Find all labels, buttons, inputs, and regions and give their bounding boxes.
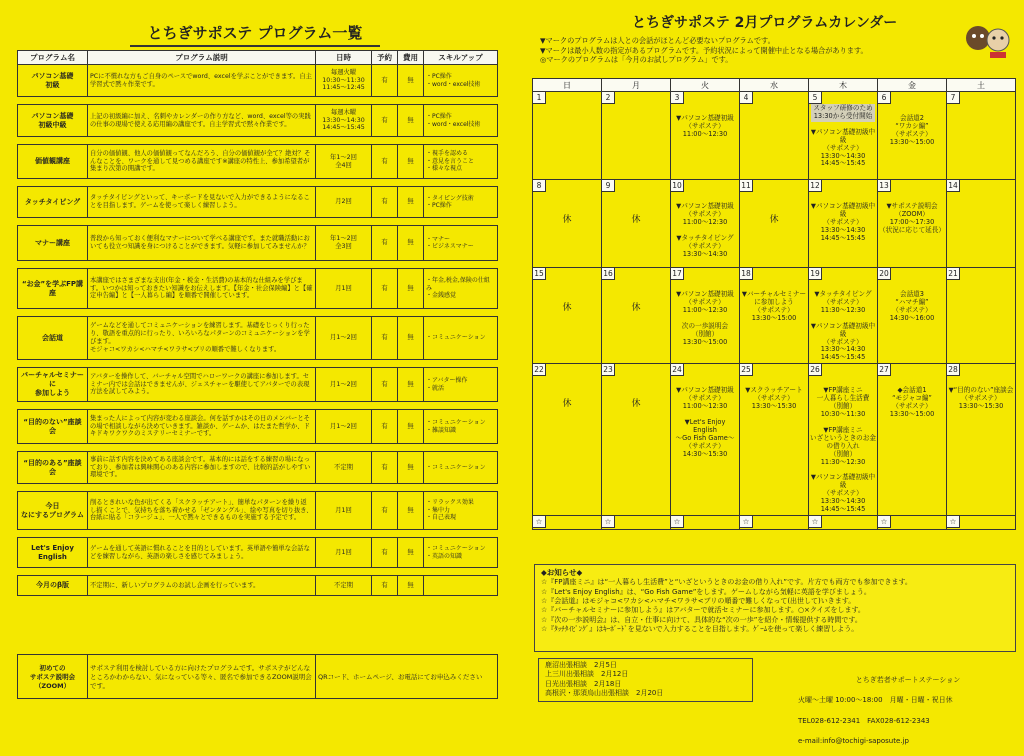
calendar-day [809,92,878,180]
zoom-session-table [17,654,498,699]
weekday-fri: 金 [878,79,947,92]
weekday-header [533,79,1016,92]
calendar-day [602,92,671,180]
program-fee: 無 [398,105,424,137]
program-reserve: 有 [372,269,398,309]
program-desc: 普段から知っておく便利なマナーについて学べる講座です。また就職活動においても役立つ知識を身につけることができます。気軽に参加してみませんか？ [88,226,316,261]
day-number: 24 [671,364,684,376]
spacer-cell [18,97,498,105]
calendar-day [809,364,878,516]
announcements-title: ◆お知らせ◆ [541,568,583,577]
program-name: “お金”を学ぶFP講座 [18,269,88,309]
february-calendar [532,78,1016,530]
program-row [18,410,498,444]
program-date: 月1回 [316,269,372,309]
day-number: 10 [671,180,684,192]
calendar-star-row [533,515,1016,529]
program-table-header [18,51,498,65]
mascot-illustration-icon [960,16,1016,60]
program-table [17,50,498,596]
program-date: 年1～2回 全4回 [316,145,372,179]
calendar-event: ▼パソコン基礎初級 （サポステ） 11:00～12:30 [676,386,734,411]
program-row [18,576,498,596]
day-number: 15 [533,268,546,280]
program-skill: ・アバター操作 ・就活 [424,368,498,402]
calendar-day [602,364,671,516]
organization-email: e-mail:info@tochigi-saposute.jp [798,736,909,745]
closed-day-label: 休 [631,215,641,225]
program-reserve: 有 [372,65,398,97]
program-name: タッチタイピング [18,187,88,218]
announcement-item: ☆『バーチャルセミナーに参加しよう』はアバターで就活セミナーに参加します。○×クイズをします。 [541,606,865,615]
row-spacer [18,402,498,410]
closed-day-label: 休 [562,399,572,410]
calendar-event: ▼タッチタイピング （サポステ） 13:30～14:30 [676,233,734,258]
day-number: 14 [947,180,960,192]
calendar-event: ▼パソコン基礎初級 （サポステ） 11:00～12:30 [676,290,734,314]
calendar-day [878,364,947,516]
calendar-day [671,180,740,268]
announcement-item: ☆『FP講座ミニ』は“一人暮らし生活費”と“いざというときのお金の借り入れ”です。片方でも両方でも参加できます。 [541,578,912,587]
program-name: マナー講座 [18,226,88,261]
program-name: 会話道 [18,317,88,360]
calendar-day [671,268,740,364]
program-date: 月1～2回 [316,410,372,444]
program-name: 価値観講座 [18,145,88,179]
closed-day-label: 休 [631,303,641,313]
weekday-sat: 土 [947,79,1016,92]
program-desc: 削るときれいな色が出てくる「スクラッチアート」、簡単なパターンを繰り返し描くことで、気持ちを落ち着かせる「ゼンタングル」、絵や写真を切り抜き、台紙に貼る「コラージュ」、一人で黙々とできるものを実施する予定です。 [88,492,316,530]
spacer-cell [18,402,498,410]
program-desc: アバターを操作して、バーチャル空間でハローワークの講座に参加します。セミナー内では会話はできませんが、ジェスチャーを駆使してアバターでの表現方法を試してみよう。 [88,368,316,402]
calendar-event: 会話道2 “ワカシ編” （サポステ） 13:30～15:00 [889,114,935,146]
program-fee: 無 [398,145,424,179]
row-spacer [18,568,498,576]
day-number: 7 [947,92,960,104]
program-row [18,269,498,309]
star-icon: ☆ [740,516,753,528]
program-skill: ・コミュニケーション ・雑談知識 [424,410,498,444]
day-number: 25 [740,364,753,376]
row-spacer [18,179,498,187]
calendar-event: ▼パソコン基礎初級中級 （サポステ） 13:30～14:30 14:45～15:45 [810,321,876,362]
star-cell [947,515,1016,529]
weekday-sun: 日 [533,79,602,92]
program-desc: PCに不慣れな方もご自身のペースでword、excelを学ぶことができます。自主学習式で黙々作業です。 [88,65,316,97]
note-line: ◎マークのプログラムは「今月のお試しプログラム」です。 [540,55,733,65]
star-icon: ☆ [533,516,546,528]
program-name: “目的のない”座談会 [18,410,88,444]
star-cell [809,515,878,529]
program-date: 不定期 [316,452,372,484]
program-reserve: 有 [372,317,398,360]
weekday-thu: 木 [809,79,878,92]
program-row [18,65,498,97]
program-skill: ・リラックス効果 ・集中力 ・自己表現 [424,492,498,530]
calendar-title: とちぎサポステ 2月プログラムカレンダー [632,15,898,31]
star-cell [878,515,947,529]
calendar-day [809,180,878,268]
weekday-tue: 火 [671,79,740,92]
calendar-event: ▼バーチャルセミナー に参加しよう （サポステ） 13:30～15:00 [741,290,807,322]
announcement-item: ☆『次の一歩説明会』は、自立・仕事に向けて、具体的な“次の一歩”を紹介・情報提供する時間です。 [541,615,862,624]
program-desc: 本講座ではさまざまな支出(年金・税金・生活費)の基本的な仕組みを学びます。いつかは知っておきたい知識をお伝えします。【年金・社会保険編】と【確定申告編】と【一人暮らし編】を順番で開催しています。 [88,269,316,309]
row-spacer [18,309,498,317]
row-spacer [18,97,498,105]
calendar-week [533,364,1016,516]
program-fee: 無 [398,65,424,97]
organization-name: とちぎ若者サポートステーション [855,676,961,685]
calendar-week [533,180,1016,268]
program-row [18,187,498,218]
calendar-day [533,268,602,364]
spacer-cell [18,218,498,226]
program-desc: ゲームを通して英語に慣れることを目的としています。英単語や簡単な会話などを練習しながら、英語の楽しさを感じてみましょう。 [88,538,316,568]
program-reserve: 有 [372,368,398,402]
day-number: 13 [878,180,891,192]
calendar-day [947,180,1016,268]
day-number: 2 [602,92,615,104]
row-spacer [18,137,498,145]
day-number: 23 [602,364,615,376]
day-number: 19 [809,268,822,280]
day-number: 8 [533,180,546,192]
program-name: バーチャルセミナーに 参加しよう [18,368,88,402]
day-number: 1 [533,92,546,104]
program-skill: ・コミュニケーション [424,452,498,484]
calendar-event: ▼サポステ説明会 （ZOOM） 17:00～17:30 （状況に応じて延長） [879,202,945,234]
announcements-box [534,564,1016,652]
day-number: 9 [602,180,615,192]
program-row [18,226,498,261]
calendar-day [947,364,1016,516]
spacer-cell [18,179,498,187]
program-desc: 不定期に、新しいプログラムのお試し企画を行っています。 [88,576,316,596]
program-skill: ・PC操作 ・word・excel技術 [424,105,498,137]
program-reserve: 有 [372,576,398,596]
program-fee: 無 [398,576,424,596]
program-desc: タッチタイピングといって、キーボードを見ないで入力ができるようになることを目指します。ゲームを使って楽しく練習しよう。 [88,187,316,218]
program-desc: 事前に話す内容を決めてある座談会です。基本的には話をする練習の場になっており、参加者は興味関心のある内容に参加しますので、比較的話がしやすい環境です。 [88,452,316,484]
program-name: 今日 なにするプログラム [18,492,88,530]
program-skill: ・コミュニケーション [424,317,498,360]
header-skill: スキルアップ [424,51,498,65]
program-date: 月1回 [316,538,372,568]
program-row [18,368,498,402]
day-number: 18 [740,268,753,280]
spacer-cell [18,568,498,576]
organization-hours: 火曜～土曜 10:00～18:00 月曜・日曜・祝日休 [798,696,953,705]
program-skill: ・タイピング技術 ・PC操作 [424,187,498,218]
calendar-day [740,268,809,364]
row-spacer [18,484,498,492]
program-desc: ゲームなどを通してコミュニケーションを練習します。基礎をじっくり行ったり、敬語を重点的に行ったり、いろいろなパターンのコミュニケーションを学びます。 モジャコ<ワカシ<ハマチ<ワラサ<ブリの順番で難しくなります。 [88,317,316,360]
calendar-event: 次の一歩説明会 （別館） 13:30～15:00 [681,321,729,346]
day-number: 20 [878,268,891,280]
star-cell [533,515,602,529]
program-fee: 無 [398,452,424,484]
calendar-event: ▼FP講座ミニ いざというときのお金 の借り入れ （別館） 11:30～12:30 [810,425,876,466]
day-number: 6 [878,92,891,104]
program-name: 今月のβ版 [18,576,88,596]
calendar-page [514,0,1024,745]
program-fee: 無 [398,492,424,530]
program-skill [424,576,498,596]
program-reserve: 有 [372,452,398,484]
zoom-session-desc: サポステ利用を検討している方に向けたプログラムです。サポステがどんなところかわからない、気になっている等々、匿名で参加できるZOOM説明会です。 [88,655,316,699]
program-skill: ・マナー ・ビジネスマナー [424,226,498,261]
branch-consultation-box: 鹿沼出張相談 2月5日 上三川出張相談 2月12日 日光出張相談 2月18日 高根沢・那須烏山出張相談 2月20日 [538,658,753,702]
program-date: 月1～2回 [316,368,372,402]
calendar-day [878,268,947,364]
calendar-day [533,364,602,516]
program-fee: 無 [398,269,424,309]
program-row [18,538,498,568]
day-number: 3 [671,92,684,104]
calendar-event: ▼パソコン基礎初級中級 （サポステ） 13:30～14:30 14:45～15:45 [810,202,876,242]
program-date: 年1～2回 全3回 [316,226,372,261]
day-number: 4 [740,92,753,104]
organization-tel: TEL028-612-2341 FAX028-612-2343 [798,716,930,725]
announcement-list [541,578,1009,635]
star-cell [671,515,740,529]
program-fee: 無 [398,538,424,568]
calendar-day [533,92,602,180]
star-icon: ☆ [671,516,684,528]
spacer-cell [18,444,498,452]
zoom-session-row [18,655,498,699]
closed-day-label: 休 [769,215,779,225]
program-reserve: 有 [372,105,398,137]
spacer-cell [18,137,498,145]
program-date: 毎週火曜 10:30～11:30 11:45～12:45 [316,65,372,97]
calendar-event: ▼“目的のない”座談会 （サポステ） 13:30～15:30 [948,386,1014,411]
program-date: 月1回 [316,492,372,530]
program-reserve: 有 [372,187,398,218]
program-reserve: 有 [372,145,398,179]
spacer-cell [18,484,498,492]
calendar-day [947,268,1016,364]
program-skill: ・年金,税金,保険の仕組み ・金銭感覚 [424,269,498,309]
program-row [18,145,498,179]
program-fee: 無 [398,317,424,360]
weekday-wed: 水 [740,79,809,92]
program-name: パソコン基礎 初級中級 [18,105,88,137]
calendar-event: ▼スクラッチアート （サポステ） 13:30～15:30 [745,386,803,411]
program-row [18,105,498,137]
program-date: 月1～2回 [316,317,372,360]
calendar-event: ◆会話道1 “モジャコ編” （サポステ） 13:30～15:00 [889,386,935,418]
program-fee: 無 [398,187,424,218]
calendar-event: 会話道3 “ハマチ編” （サポステ） 14:30～16:00 [889,290,935,322]
header-desc: プログラム説明 [88,51,316,65]
closed-day-label: 休 [562,303,572,313]
calendar-event: ▼パソコン基礎初級 （サポステ） 11:00～12:30 [676,114,734,138]
program-row [18,317,498,360]
row-spacer [18,444,498,452]
star-icon: ☆ [878,516,891,528]
calendar-day [533,180,602,268]
row-spacer [18,530,498,538]
program-reserve: 有 [372,226,398,261]
program-desc: 集まった人によって内容が変わる座談会。何を話すかはその日のメンバーとその場で相談しながら決めていきます。雑談か、ゲームか、はたまた哲学か、ドキドキワクワクのミステリーセミナーです。 [88,410,316,444]
day-number: 28 [947,364,960,376]
day-number: 26 [809,364,822,376]
calendar-day [809,268,878,364]
program-date: 不定期 [316,576,372,596]
zoom-session-name: 初めての サポステ説明会 （ZOOM） [18,655,88,699]
calendar-notes [540,36,868,65]
spacer-cell [18,261,498,269]
row-spacer [18,360,498,368]
program-row [18,452,498,484]
star-cell [602,515,671,529]
spacer-cell [18,530,498,538]
closed-day-label: 休 [562,215,572,225]
day-number: 11 [740,180,753,192]
header-reserve: 予約 [372,51,398,65]
calendar-day [671,364,740,516]
star-cell [740,515,809,529]
program-list-page [0,0,510,719]
program-name: パソコン基礎 初級 [18,65,88,97]
calendar-day [740,92,809,180]
program-desc: 上記の初級編に加え、名刺やカレンダーの作り方など、word、excel等の実践の仕事の現場で使える応用編の講座です。自主学習式で黙々作業です。 [88,105,316,137]
program-reserve: 有 [372,492,398,530]
star-icon: ☆ [947,516,960,528]
program-row [18,492,498,530]
organization-info [798,665,1018,756]
calendar-day [602,180,671,268]
note-line: ▼マークは最小人数の指定があるプログラムです。予約状況によって開催中止となる場合があります。 [540,45,868,55]
program-reserve: 有 [372,538,398,568]
calendar-event: ▼パソコン基礎初級中級 （サポステ） 13:30～14:30 14:45～15:45 [810,473,876,514]
header-date: 日時 [316,51,372,65]
star-icon: ☆ [809,516,822,528]
program-reserve: 有 [372,410,398,444]
row-spacer [18,218,498,226]
calendar-week [533,92,1016,180]
day-number: 12 [809,180,822,192]
program-skill: ・コミュニケーション ・英語の知識 [424,538,498,568]
closed-day-label: 休 [631,399,641,410]
day-number: 16 [602,268,615,280]
calendar-event: ▼Let's Enjoy English ～Go Fish Game～ （サポステ） 14:30～15:30 [675,417,735,458]
program-date: 毎週木曜 13:30～14:30 14:45～15:45 [316,105,372,137]
row-spacer [18,261,498,269]
header-name: プログラム名 [18,51,88,65]
day-number: 22 [533,364,546,376]
day-number: 5 [809,92,822,104]
calendar-day [947,92,1016,180]
calendar-event: ▼タッチタイピング （サポステ） 11:30～12:30 [814,290,872,314]
zoom-session-note: QRコード、ホームページ、お電話にてお申込みください [316,655,498,699]
calendar-day [671,92,740,180]
program-date: 月2回 [316,187,372,218]
program-fee: 無 [398,410,424,444]
calendar-day [740,364,809,516]
calendar-day [602,268,671,364]
day-number: 21 [947,268,960,280]
calendar-week [533,268,1016,364]
note-line: ▼マークのプログラムは人との会話がほとんど必要ないプログラムです。 [540,36,775,45]
day-number: 17 [671,268,684,280]
calendar-event: ▼FP講座ミニ 一人暮らし生活費 （別館） 10:30～11:30 [816,386,870,418]
calendar-day [878,92,947,180]
program-name: Let's Enjoy English [18,538,88,568]
calendar-day [740,180,809,268]
calendar-event: ▼パソコン基礎初級中級 （サポステ） 13:30～14:30 14:45～15:45 [810,127,876,168]
spacer-cell [18,360,498,368]
calendar-day [878,180,947,268]
spacer-cell [18,309,498,317]
program-skill: ・視手を認める ・意見を言うこと ・様々な視点 [424,145,498,179]
day-number: 27 [878,364,891,376]
calendar-event: スタッフ研修のため 13:30から受付開始 [811,104,875,122]
header-fee: 費用 [398,51,424,65]
announcement-item: ☆『Let's Enjoy English』は、“Go Fish Game”をします。ゲームしながら気軽に英語を学びましょう。 [541,587,871,596]
announcement-item: ☆『会話道』はモジャコ<ワカシ<ハマチ<ワラサ<ブリの順番で難しくなって(出世して)いきます。 [541,597,856,605]
program-list-title: とちぎサポステ プログラム一覧 [130,22,380,47]
program-skill: ・PC操作 ・word・excel技術 [424,65,498,97]
star-icon: ☆ [602,516,615,528]
program-desc: 自分の価値観、他人の価値観ってなんだろう、自分の価値観が全て？絶対？そんなことを、ワークを通して見つめる講座です※講座の特性上、参加希望者が集まり次第の開講です。 [88,145,316,179]
announcement-item: ☆『ﾀｯﾁﾀｲﾋﾟﾝｸﾞ』はｷｰﾎﾞｰﾄﾞを見ないで入力することを目指します。ｹﾞｰﾑを使って楽しく練習しよう。 [541,625,859,634]
program-fee: 無 [398,368,424,402]
program-name: “目的のある”座談会 [18,452,88,484]
calendar-event: ▼パソコン基礎初級 （サポステ） 11:00～12:30 [676,202,734,226]
program-fee: 無 [398,226,424,261]
weekday-mon: 月 [602,79,671,92]
